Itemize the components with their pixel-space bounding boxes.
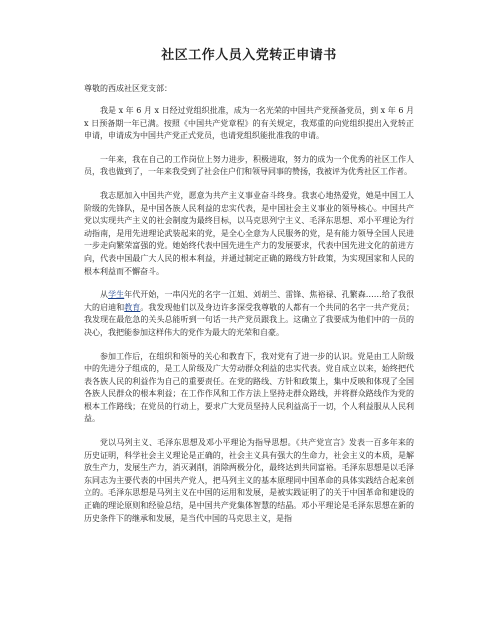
paragraph-4: [84, 289, 414, 339]
paragraph-1: 我是 x 年 6 月 x 日经过党组织批准，成为一名光荣的中国共产党预备党员，到 x 年 6 月 x 日预备期一年已满。按照《中国共产党章程》的有关规定，我郑重的向党组织提出入党转正申请，申请成为中国共产党正式党员，也请党组织能批准我的申请。: [84, 106, 414, 141]
paragraph-4-text-c: 。我发现他们以及身边许多深受我尊敬的人都有一个共同的名字一共产党员；我发现在最危急的关头总能听到一句话一共产党员跟我上。这确立了我要成为他们中的一员的决心，我把能参加这样伟大的党作为最大的光荣和自豪。: [84, 302, 415, 337]
paragraph-4-text-b: 年代开始，一串闪光的名字一江姐、刘胡兰、雷锋、焦裕禄、孔繁森……给了我很大的启迪和: [84, 290, 415, 312]
paragraph-6: 党以马列主义、毛泽东思想及邓小平理论为指导思想。《共产党宣言》发表一百多年来的历史证明，科学社会主义理论是正确的，社会主义具有强大的生命力，社会主义的本质，是解放生产力，发展生产力，消灭剥削，消除两极分化，最终达到共同富裕。毛泽东思想是以毛泽东同志为主要代表的中国共产党人，把马列主义的基本原理同中国革命的具体实践结合起来创立的。毛泽东思想是马列主义在中国的运用和发展，是被实践证明了的关于中国革命和建设的正确的理论原则和经验总结，是中国共产党集体智慧的结晶。邓小平理论是毛泽东思想在新的历史条件下的继承和发展，是当代中国的马克思主义，是指: [84, 438, 414, 523]
paragraph-2: 一年来，我在自己的工作岗位上努力进步，积极进取，努力的成为一个优秀的社区工作人员，我也做到了，一年来我受到了社会住户们和领导同事的赞扬，我被评为优秀社区工作者。: [84, 154, 414, 177]
link-student[interactable]: 学生: [108, 290, 125, 300]
paragraph-3: 我志愿加入中国共产党，愿意为共产主义事业奋斗终身。我衷心地热爱党，她是中国工人阶级的先锋队，是中国各族人民利益的忠实代表，是中国社会主义事业的领导核心。中国共产党以实现共产主义的社会制度为最终目标，以马克思列宁主义、毛泽东思想、邓小平理论为行动指南，是用先进理论武装起来的党，是全心全意为人民服务的党，是有能力领导全国人民进一步走向繁荣富强的党。她始终代表中国先进生产力的发展要求，代表中国先进文化的前进方向，代表中国最广大人民的根本利益，并通过制定正确的路线方针政策，为实现国家和人民的根本利益而不懈奋斗。: [84, 190, 414, 276]
link-education[interactable]: 教育: [124, 302, 141, 312]
paragraph-4-text-a: 从: [100, 290, 109, 300]
paragraph-5: 参加工作后，在组织和领导的关心和教育下，我对党有了进一步的认识。党是由工人阶级中的先进分子组成的，是工人阶级及广大劳动群众利益的忠实代表。党自成立以来，始终把代表各族人民的利益作为自己的重要责任。在党的路线、方针和政策上，集中反映和体现了全国各族人民群众的根本利益；在工作作风和工作方法上坚持走群众路线，并将群众路线作为党的根本工作路线；在党员的行动上，要求广大党员坚持人民利益高于一切，个人利益服从人民利益。: [84, 351, 414, 424]
salutation: 尊敬的西成社区党支部：: [84, 84, 172, 93]
document-title: 社区工作人员入党转正申请书: [161, 48, 337, 63]
